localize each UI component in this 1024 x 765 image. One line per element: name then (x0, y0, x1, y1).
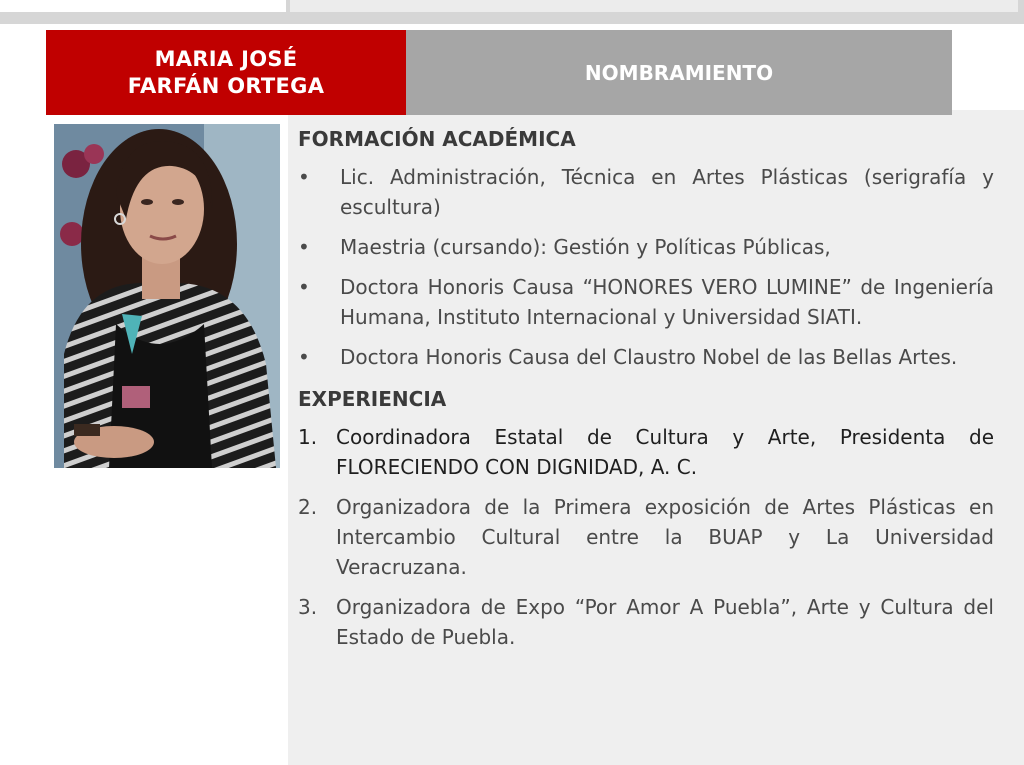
formacion-text-4: Doctora Honoris Causa del Claustro Nobel de las Bellas Artes. (340, 345, 958, 369)
formacion-text-2: Maestria (cursando): Gestión y Políticas Públicas, (340, 235, 831, 259)
experiencia-item-3 (298, 592, 994, 652)
bullet-marker: • (298, 165, 310, 189)
formacion-item-2 (298, 232, 994, 262)
title-label: NOMBRAMIENTO (584, 60, 774, 85)
formacion-item-1 (298, 162, 994, 222)
experiencia-text-1: Coordinadora Estatal de Cultura y Arte, Presidenta de FLORECIENDO CON DIGNIDAD, A. C. (336, 425, 994, 479)
portrait-illustration (54, 124, 280, 468)
name-line-1: MARIA JOSÉ (154, 46, 298, 71)
name-line-2: FARFÁN ORTEGA (127, 73, 325, 98)
experiencia-item-2 (298, 492, 994, 582)
formacion-list (298, 162, 994, 372)
text-area (298, 124, 994, 662)
experiencia-item-1 (298, 422, 994, 482)
previous-slide-left (0, 0, 286, 12)
title-header (406, 30, 952, 115)
experiencia-text-2: Organizadora de la Primera exposición de Artes Plásticas en Intercambio Cultural entre la BUAP y La Universidad Veracruzana. (336, 495, 994, 579)
formacion-heading: FORMACIÓN ACADÉMICA (298, 127, 576, 151)
experiencia-list (298, 422, 994, 652)
formacion-item-4 (298, 342, 994, 372)
formacion-item-3 (298, 272, 994, 332)
slide (0, 24, 1024, 765)
bullet-marker: • (298, 235, 310, 259)
number-marker: 2. (298, 495, 318, 519)
name-header (46, 30, 406, 115)
number-marker: 3. (298, 595, 318, 619)
number-marker: 1. (298, 425, 318, 449)
previous-slide-right (290, 0, 1018, 12)
experiencia-text-3: Organizadora de Expo “Por Amor A Puebla”, Arte y Cultura del Estado de Puebla. (336, 595, 994, 649)
previous-slide-strip (0, 0, 1024, 24)
bullet-marker: • (298, 275, 310, 299)
formacion-text-1: Lic. Administración, Técnica en Artes Plásticas (serigrafía y escultura) (340, 165, 994, 219)
portrait-photo (54, 124, 280, 468)
experiencia-heading: EXPERIENCIA (298, 387, 447, 411)
bullet-marker: • (298, 345, 310, 369)
formacion-text-3: Doctora Honoris Causa “HONORES VERO LUMINE” de Ingeniería Humana, Instituto Internacional y Universidad SIATI. (340, 275, 994, 329)
